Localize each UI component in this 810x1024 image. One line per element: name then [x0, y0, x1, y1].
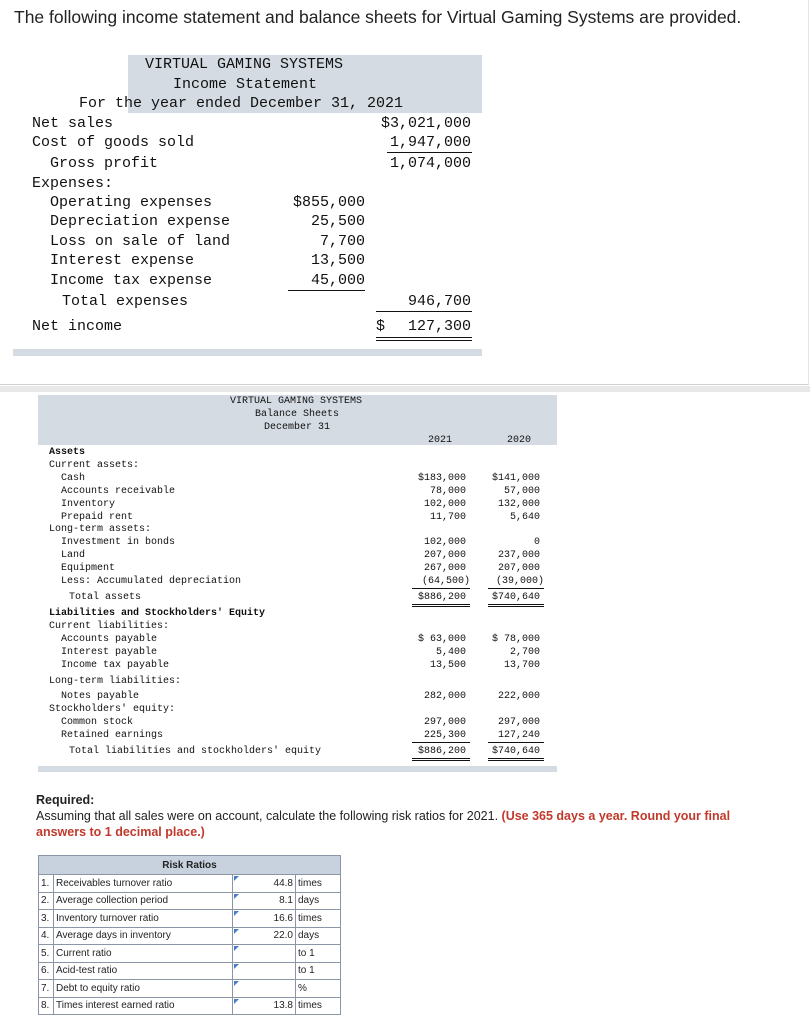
answer-marker-icon — [234, 894, 239, 899]
is-net-sales-label: Net sales — [32, 115, 114, 132]
ratio-value[interactable]: 44.8 — [273, 877, 293, 889]
risk-ratios-header-row — [39, 856, 341, 875]
required-section — [36, 792, 781, 840]
bs-total-le-dbl-2021-b — [412, 760, 470, 761]
is-net-income-underline-2 — [376, 340, 472, 341]
bs-value-2021: 267,000 — [423, 563, 466, 574]
is-expense-label: Loss on sale of land — [50, 233, 231, 250]
ratio-value[interactable]: 16.6 — [273, 912, 293, 924]
ratio-label: Inventory turnover ratio — [54, 910, 233, 928]
ratio-row — [39, 962, 341, 980]
bs-row-label: Prepaid rent — [61, 512, 134, 523]
bs-value-2021: $ 63,000 — [417, 634, 466, 645]
is-title: Income Statement — [173, 76, 318, 93]
ratio-value[interactable]: 8.1 — [279, 895, 293, 907]
is-total-expenses-label: Total expenses — [62, 293, 189, 310]
ratio-value[interactable]: 22.0 — [273, 930, 293, 942]
is-expense-label: Depreciation expense — [50, 213, 231, 230]
bs-assets-underline-2020 — [488, 588, 544, 589]
bs-total-assets-dbl-2020-b — [488, 606, 544, 607]
is-cogs-underline — [387, 152, 472, 153]
bs-value-2020: 13,700 — [503, 660, 540, 671]
bs-assets-underline-2021 — [412, 588, 470, 589]
bs-value-2021: 78,000 — [429, 486, 466, 497]
bs-value-2020: (39,000) — [495, 576, 544, 587]
bs-row-label: Equipment — [61, 563, 116, 574]
ratio-value[interactable]: 13.8 — [273, 1000, 293, 1012]
ratio-number: 2. — [39, 892, 54, 910]
answer-marker-icon — [234, 999, 239, 1004]
bs-total-le-label: Total liabilities and stockholders' equity — [69, 746, 322, 757]
bs-value-2021: 102,000 — [423, 499, 466, 510]
bs-col-2020: 2020 — [507, 435, 532, 446]
bs-value-2020: 2,700 — [509, 647, 540, 658]
bs-row-label: Income tax payable — [61, 660, 170, 671]
ratio-unit: % — [296, 980, 341, 998]
is-expense-value: $855,000 — [292, 194, 365, 211]
bs-assets-label: Assets — [49, 447, 86, 458]
ratio-row — [39, 875, 341, 893]
bs-value-2020: 237,000 — [497, 550, 540, 561]
bs-le-underline-2021 — [412, 742, 470, 743]
bs-value-2021: 11,700 — [429, 512, 466, 523]
ratio-input[interactable] — [233, 927, 296, 945]
answer-marker-icon — [234, 929, 239, 934]
is-expense-value: 45,000 — [310, 272, 365, 289]
bs-value-2020: 0 — [533, 537, 540, 548]
bs-row-label: Investment in bonds — [61, 537, 176, 548]
bs-row-label: Retained earnings — [61, 730, 164, 741]
is-net-income-dollar: $ — [376, 318, 386, 335]
answer-marker-icon — [234, 946, 239, 951]
bs-total-le-dbl-2021-a — [412, 758, 470, 759]
bs-total-assets-dbl-2021-a — [412, 604, 470, 605]
bs-value-2020: 132,000 — [497, 499, 540, 510]
ratio-input[interactable] — [233, 875, 296, 893]
is-expense-value: 13,500 — [310, 252, 365, 269]
ratio-row — [39, 945, 341, 963]
ratio-number: 6. — [39, 962, 54, 980]
ratio-unit: days — [296, 927, 341, 945]
ratio-unit: to 1 — [296, 945, 341, 963]
ratio-row — [39, 892, 341, 910]
ratio-row — [39, 997, 341, 1015]
bs-row-label: Notes payable — [61, 691, 140, 702]
bs-value-2021: 102,000 — [423, 537, 466, 548]
ratio-number: 5. — [39, 945, 54, 963]
bs-value-2021: 282,000 — [423, 691, 466, 702]
is-company: VIRTUAL GAMING SYSTEMS — [145, 56, 344, 73]
ratio-label: Current ratio — [54, 945, 233, 963]
bs-value-2020: 57,000 — [503, 486, 540, 497]
bs-row-label: Interest payable — [61, 647, 158, 658]
ratio-number: 7. — [39, 980, 54, 998]
bs-liab-equity-label: Liabilities and Stockholders' Equity — [49, 608, 266, 619]
is-gross-profit-label: Gross profit — [50, 155, 159, 172]
ratio-input[interactable] — [233, 997, 296, 1015]
is-expense-value: 25,500 — [310, 213, 365, 230]
answer-marker-icon — [234, 981, 239, 986]
is-total-expenses: 946,700 — [407, 293, 471, 310]
is-expense-label: Income tax expense — [50, 272, 213, 289]
ratio-unit: to 1 — [296, 962, 341, 980]
bs-value-2020: $141,000 — [491, 473, 540, 484]
ratio-row — [39, 910, 341, 928]
is-gross-profit: 1,074,000 — [389, 155, 471, 172]
bs-row-label: Inventory — [61, 499, 116, 510]
bs-value-2021: (64,500) — [421, 576, 470, 587]
bs-equity-label: Stockholders' equity: — [49, 704, 176, 715]
income-statement-footer-bar — [13, 349, 482, 356]
is-net-income-label: Net income — [32, 318, 123, 335]
is-net-income-underline-1 — [376, 337, 472, 338]
bs-value-2020: 5,640 — [509, 512, 540, 523]
panel-separator — [0, 386, 810, 392]
is-net-sales: $3,021,000 — [380, 115, 471, 132]
is-total-expenses-underline — [376, 311, 472, 312]
bs-value-2021: 13,500 — [429, 660, 466, 671]
bs-long-term-liabilities-label: Long-term liabilities: — [49, 676, 182, 687]
bs-title: Balance Sheets — [255, 409, 340, 420]
ratio-input[interactable] — [233, 945, 296, 963]
ratio-row — [39, 980, 341, 998]
ratio-unit: days — [296, 892, 341, 910]
bs-total-le-2020: $740,640 — [491, 746, 540, 757]
bs-total-assets-2021: $886,200 — [417, 592, 466, 603]
bs-value-2021: 5,400 — [435, 647, 466, 658]
bs-row-label: Common stock — [61, 717, 134, 728]
ratio-input[interactable] — [233, 892, 296, 910]
is-expense-value: 7,700 — [319, 233, 365, 250]
ratio-row — [39, 927, 341, 945]
bs-row-label: Less: Accumulated depreciation — [61, 576, 242, 587]
bs-le-underline-2020 — [488, 742, 544, 743]
bs-row-label: Accounts payable — [61, 634, 158, 645]
bs-total-le-dbl-2020-b — [488, 760, 544, 761]
bs-value-2020: $ 78,000 — [491, 634, 540, 645]
ratio-number: 1. — [39, 875, 54, 893]
bs-value-2020: 127,240 — [497, 730, 540, 741]
balance-sheet-footer-bar — [38, 766, 557, 772]
ratio-number: 4. — [39, 927, 54, 945]
answer-marker-icon — [234, 876, 239, 881]
risk-ratios-table — [38, 855, 341, 1015]
bs-total-le-dbl-2020-a — [488, 758, 544, 759]
is-expenses-underline — [288, 290, 365, 291]
problem-heading: The following income statement and balance sheets for Virtual Gaming Systems are provided. — [14, 7, 742, 27]
bs-long-term-assets-label: Long-term assets: — [49, 524, 152, 535]
ratio-input[interactable] — [233, 980, 296, 998]
bs-value-2021: 225,300 — [423, 730, 466, 741]
answer-marker-icon — [234, 911, 239, 916]
ratio-input[interactable] — [233, 962, 296, 980]
ratio-number: 3. — [39, 910, 54, 928]
required-emphasis: (Use 365 days a year. Round your final answers to 1 decimal place.) — [36, 809, 731, 839]
bs-date: December 31 — [264, 422, 331, 433]
answer-marker-icon — [234, 964, 239, 969]
bs-value-2020: 207,000 — [497, 563, 540, 574]
bs-current-liabilities-label: Current liabilities: — [49, 621, 170, 632]
bs-total-le-2021: $886,200 — [417, 746, 466, 757]
is-net-income: 127,300 — [407, 318, 471, 335]
ratio-label: Times interest earned ratio — [54, 997, 233, 1015]
required-label: Required: — [36, 793, 95, 807]
bs-value-2020: 297,000 — [497, 717, 540, 728]
ratio-label: Debt to equity ratio — [54, 980, 233, 998]
ratio-unit: times — [296, 997, 341, 1015]
bs-row-label: Accounts receivable — [61, 486, 176, 497]
bs-total-assets-dbl-2021-b — [412, 606, 470, 607]
ratio-label: Acid-test ratio — [54, 962, 233, 980]
required-text: Assuming that all sales were on account, calculate the following risk ratios for 2021. — [36, 809, 499, 823]
is-expense-label: Interest expense — [50, 252, 195, 269]
bs-total-assets-label: Total assets — [69, 592, 142, 603]
ratio-input[interactable] — [233, 910, 296, 928]
ratio-label: Receivables turnover ratio — [54, 875, 233, 893]
ratio-number: 8. — [39, 997, 54, 1015]
is-cogs: 1,947,000 — [389, 134, 471, 151]
bs-value-2021: 207,000 — [423, 550, 466, 561]
bs-total-assets-dbl-2020-a — [488, 604, 544, 605]
bs-row-label: Land — [61, 550, 86, 561]
ratio-label: Average collection period — [54, 892, 233, 910]
risk-ratios-title: Risk Ratios — [39, 856, 341, 875]
ratio-label: Average days in inventory — [54, 927, 233, 945]
bs-company: VIRTUAL GAMING SYSTEMS — [230, 396, 363, 407]
is-expense-label: Operating expenses — [50, 194, 213, 211]
bs-current-assets-label: Current assets: — [49, 460, 140, 471]
bs-value-2021: 297,000 — [423, 717, 466, 728]
is-expenses-label: Expenses: — [32, 175, 114, 192]
ratio-unit: times — [296, 910, 341, 928]
is-cogs-label: Cost of goods sold — [32, 134, 195, 151]
bs-value-2021: $183,000 — [417, 473, 466, 484]
is-period: For the year ended December 31, 2021 — [79, 95, 404, 112]
bs-col-2021: 2021 — [428, 435, 453, 446]
ratio-unit: times — [296, 875, 341, 893]
bs-total-assets-2020: $740,640 — [491, 592, 540, 603]
bs-value-2020: 222,000 — [497, 691, 540, 702]
bs-row-label: Cash — [61, 473, 86, 484]
